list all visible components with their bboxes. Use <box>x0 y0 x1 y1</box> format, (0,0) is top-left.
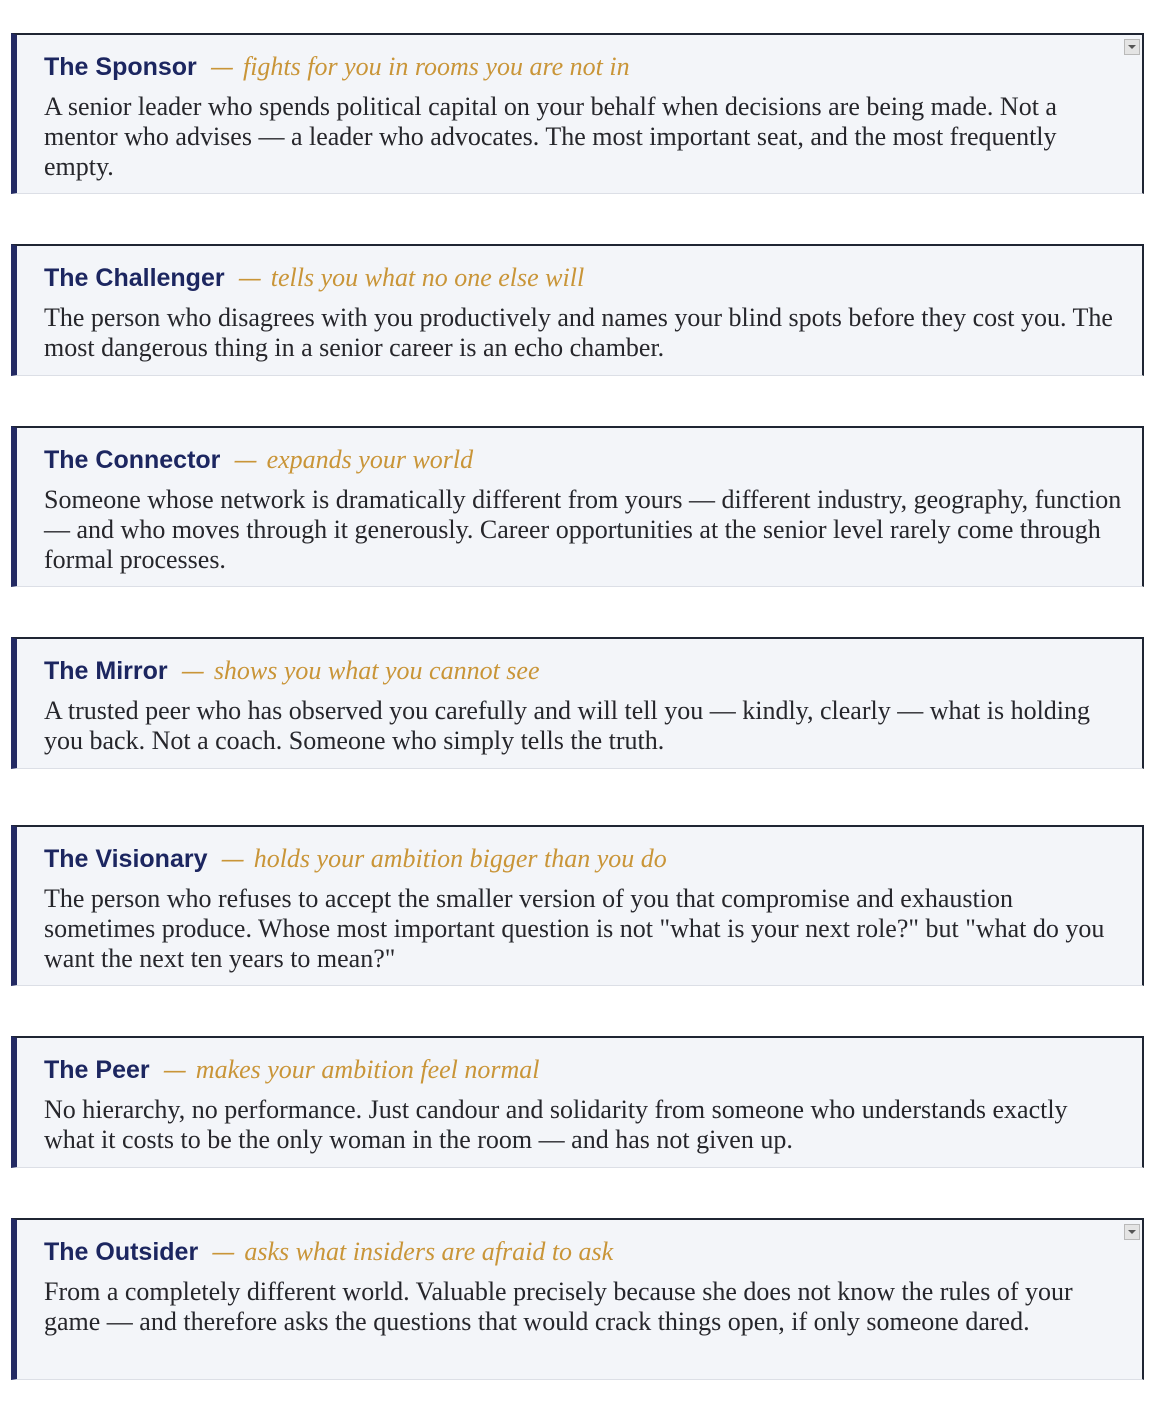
dropdown-arrow-icon[interactable] <box>1124 1224 1140 1240</box>
card-sponsor <box>11 33 1144 194</box>
card-description: The person who refuses to accept the smaller version of you that compromise and exhaustion sometimes produce. Whose most important question is not "what is your next role?" but "what do you want the next ten years to mean?" <box>44 884 1105 973</box>
card-title: The Sponsor <box>44 53 197 81</box>
card-tagline: fights for you in rooms you are not in <box>242 52 630 81</box>
card-connector <box>11 426 1144 587</box>
card-tagline: expands your world <box>266 445 474 474</box>
card-description: No hierarchy, no performance. Just candour and solidarity from someone who understands exactly what it costs to be the only woman in the room — and has not given up. <box>44 1095 1068 1154</box>
card-title: The Peer <box>44 1056 150 1084</box>
title-separator: — <box>233 446 258 474</box>
card-title: The Visionary <box>44 845 208 873</box>
card-description: A senior leader who spends political capital on your behalf when decisions are being made. Not a mentor who advises — a leader who advocates. The most important seat, and the most frequently empty. <box>44 92 1057 181</box>
card-tagline: makes your ambition feel normal <box>195 1055 540 1084</box>
card-title: The Connector <box>44 446 221 474</box>
card-visionary <box>11 825 1144 986</box>
title-separator: — <box>237 264 262 292</box>
card-description: From a completely different world. Valuable precisely because she does not know the rules of your game — and therefore asks the questions that would crack things open, if only someone dared. <box>44 1277 1073 1336</box>
title-separator: — <box>162 1056 187 1084</box>
dropdown-arrow-icon[interactable] <box>1124 39 1140 55</box>
card-description: Someone whose network is dramatically different from yours — different industry, geography, function — and who moves through it generously. Career opportunities at the senior level rarely come through formal processes. <box>44 485 1122 574</box>
title-separator: — <box>180 657 205 685</box>
card-heading <box>44 655 1122 690</box>
card-heading <box>44 262 1122 297</box>
card-title: The Mirror <box>44 657 168 685</box>
card-tagline: shows you what you cannot see <box>213 656 540 685</box>
card-tagline: holds your ambition bigger than you do <box>253 844 667 873</box>
card-tagline: asks what insiders are afraid to ask <box>244 1237 614 1266</box>
card-heading <box>44 444 1122 479</box>
card-heading <box>44 843 1122 878</box>
title-separator: — <box>211 1238 236 1266</box>
title-separator: — <box>209 53 234 81</box>
card-title: The Outsider <box>44 1238 199 1266</box>
card-peer <box>11 1036 1144 1168</box>
card-heading <box>44 1054 1122 1089</box>
card-title: The Challenger <box>44 264 225 292</box>
card-outsider <box>11 1218 1144 1380</box>
card-tagline: tells you what no one else will <box>270 263 585 292</box>
card-description: The person who disagrees with you productively and names your blind spots before they cost you. The most dangerous thing in a senior career is an echo chamber. <box>44 303 1113 362</box>
card-description: A trusted peer who has observed you carefully and will tell you — kindly, clearly — what is holding you back. Not a coach. Someone who simply tells the truth. <box>44 696 1091 755</box>
title-separator: — <box>220 845 245 873</box>
card-challenger <box>11 244 1144 376</box>
card-heading <box>44 51 1122 86</box>
card-mirror <box>11 637 1144 769</box>
card-heading <box>44 1236 1122 1271</box>
